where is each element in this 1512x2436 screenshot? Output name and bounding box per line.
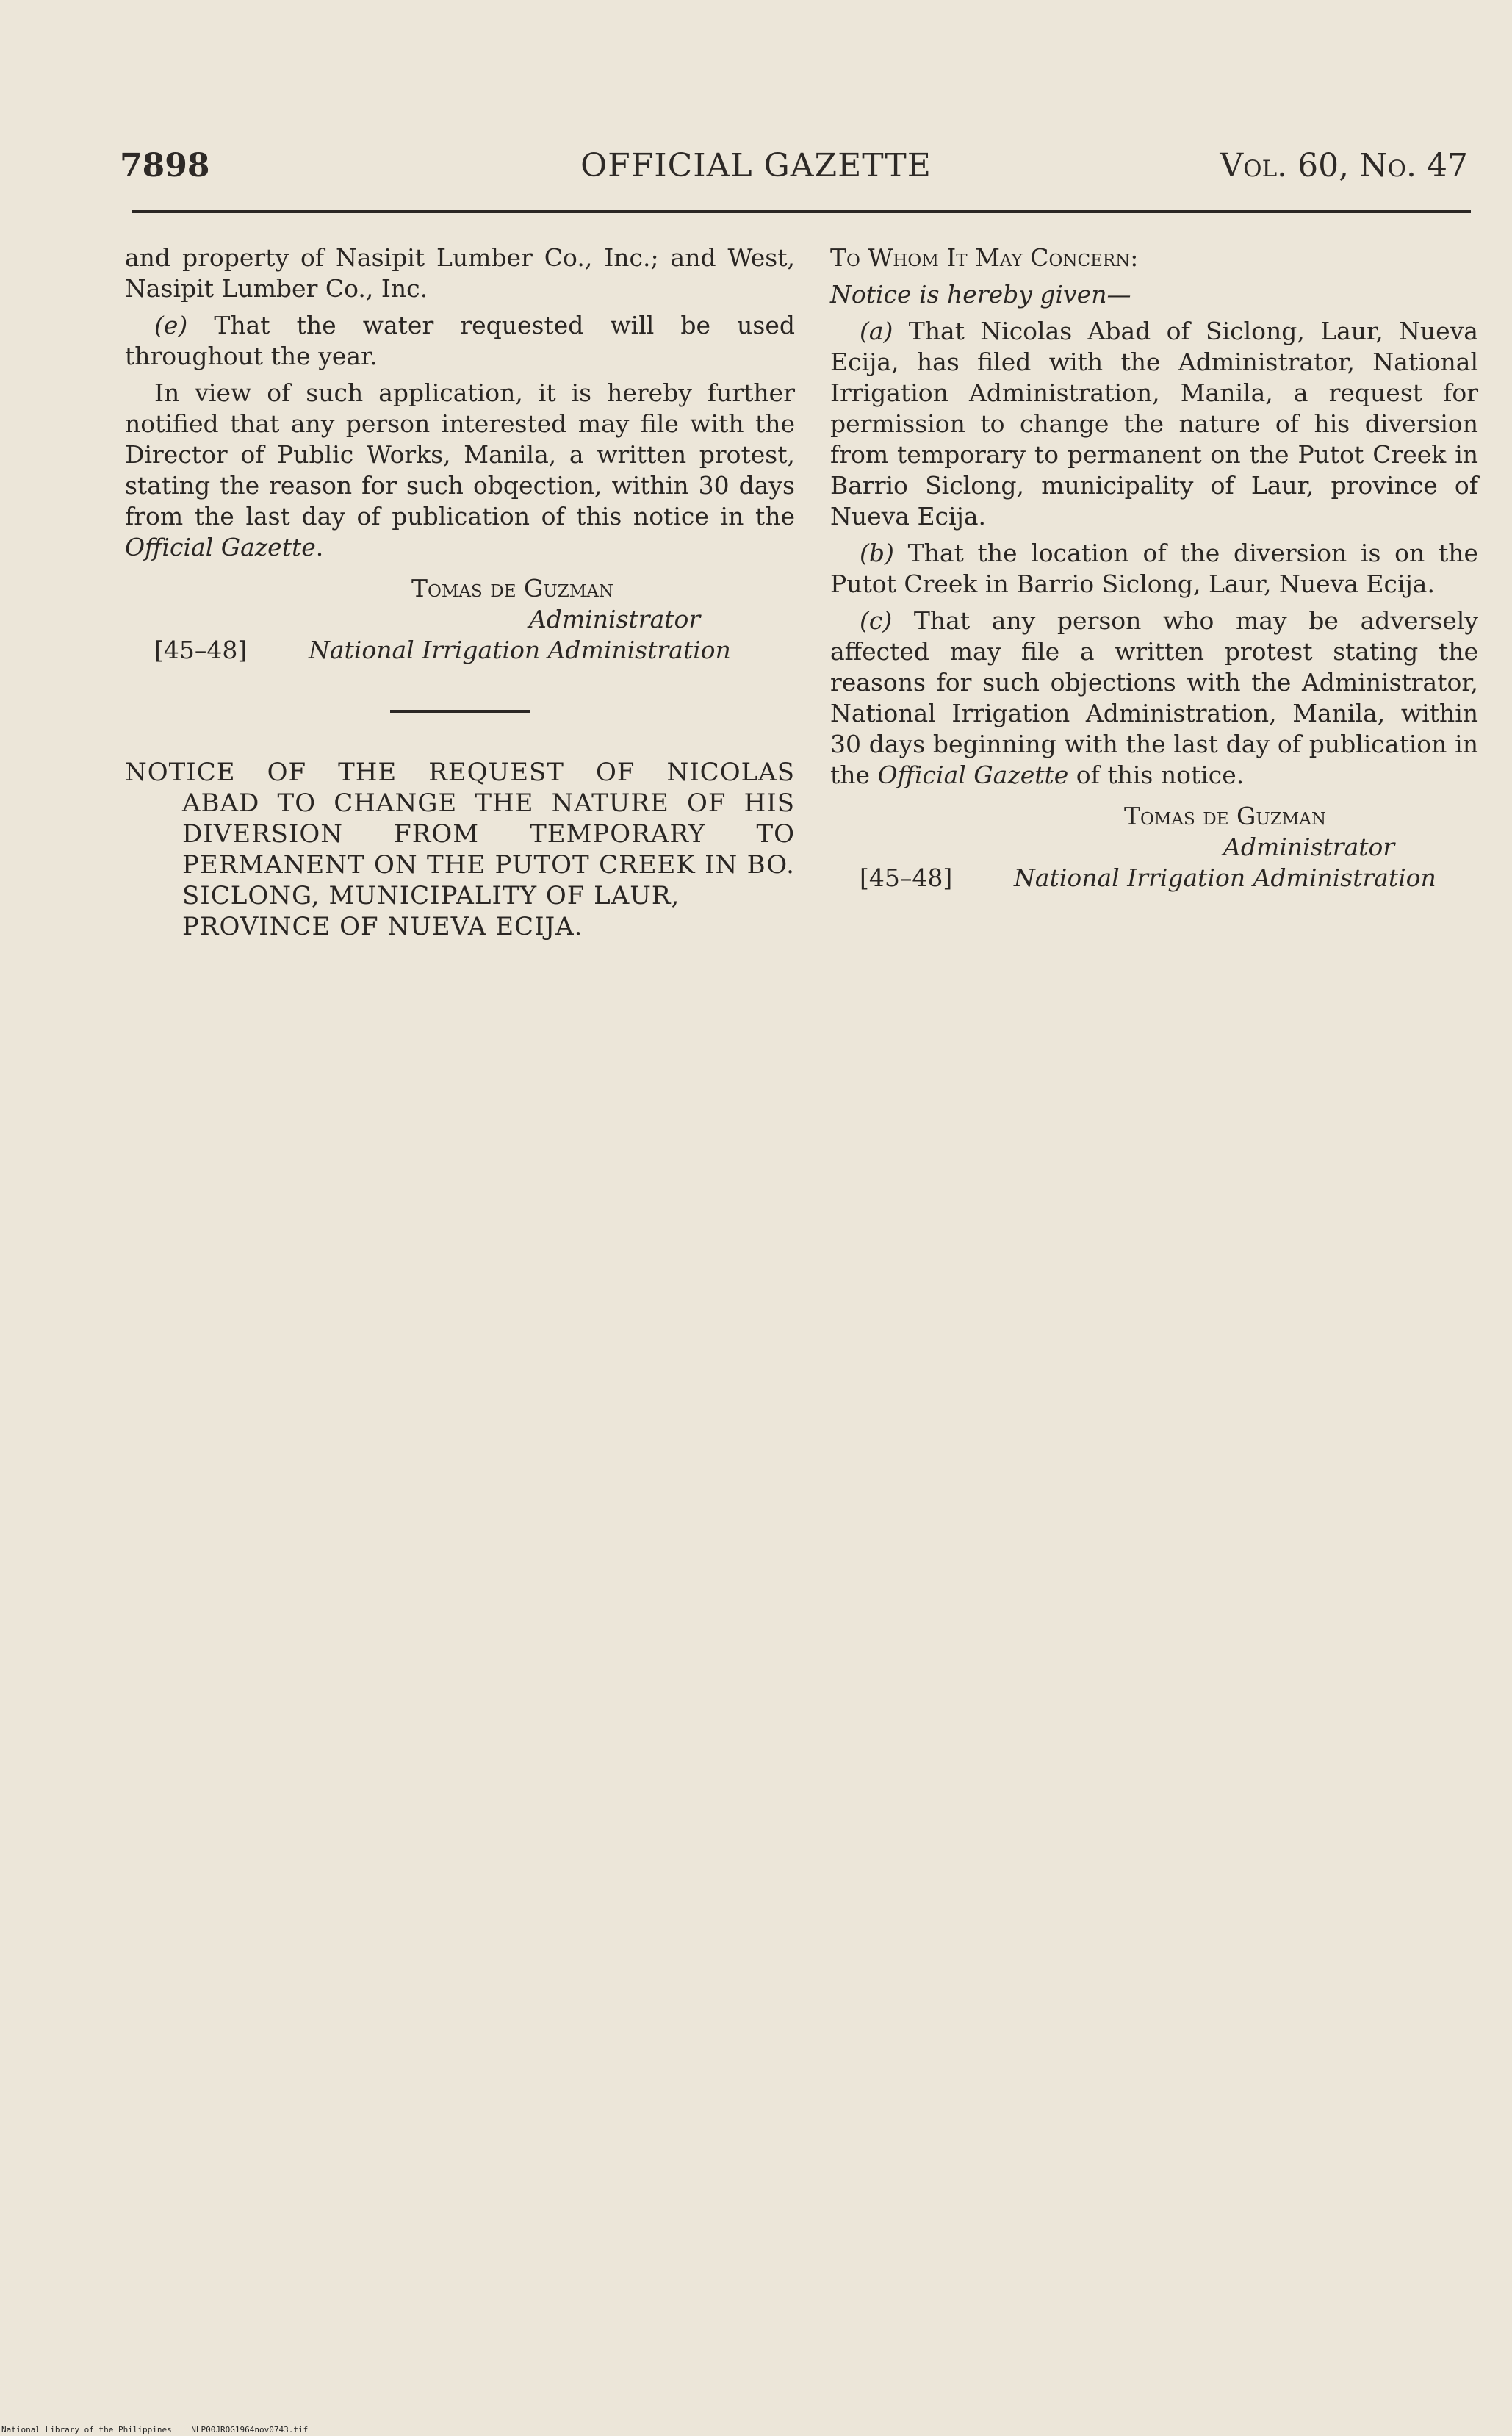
signatory-title: Administrator — [529, 605, 701, 633]
issue-reference: [45–48] — [860, 863, 953, 892]
item-marker-c: (c) — [860, 606, 893, 635]
salutation: To Whom It May Concern: — [830, 243, 1139, 272]
paragraph-c — [830, 606, 1478, 791]
signature-line — [125, 635, 795, 666]
left-column — [125, 242, 795, 942]
header-rule — [132, 210, 1471, 213]
notice-given: Notice is hereby given— — [830, 280, 1131, 309]
scan-footer: National Library of the Philippines NLP00JROG1964nov0743.tif — [1, 2425, 309, 2435]
paragraph-c-text: That any person who may be adversely affected may file a written protest stating the reasons for such objections with the Administrator, National Irrigation Administration, Manila, within 30 days beginning with the last day of publication in the — [830, 606, 1478, 789]
signature-block-right — [830, 801, 1478, 894]
notice-heading-body — [125, 788, 795, 942]
volume-label: Vol. 60, No. 47 — [1220, 147, 1468, 184]
paragraph-protest — [125, 378, 795, 563]
signatory-organization: National Irrigation Administration — [309, 636, 731, 664]
item-marker-e: (e) — [154, 311, 188, 339]
paragraph-property: and property of Nasipit Lumber Co., Inc.; and West, Nasipit Lumber Co., Inc. — [125, 243, 795, 303]
signature-line — [830, 863, 1478, 894]
right-column — [830, 242, 1478, 894]
notice-heading-continued: ABAD TO CHANGE THE NATURE OF HIS DIVERSION FROM TEMPORARY TO PERMANENT ON THE PUTOT CREEK IN BO. SICLONG, MUNICIPALITY OF LAUR, — [182, 788, 795, 910]
notice-heading — [125, 757, 795, 942]
publication-title: OFFICIAL GAZETTE — [580, 147, 932, 184]
paragraph-a-text: That Nicolas Abad of Siclong, Laur, Nueva Ecija, has filed with the Administrator, National Irrigation Administration, Manila, a request for permission to change the nature of his diversion from temporary to permanent on the Putot Creek in Barrio Siclong, municipality of Laur, province of Nueva Ecija. — [830, 317, 1478, 531]
section-divider — [390, 710, 530, 713]
paragraph-b-text: That the location of the diversion is on the Putot Creek in Barrio Siclong, Laur, Nueva Ecija. — [830, 539, 1478, 598]
notice-heading-line1: NOTICE OF THE REQUEST OF NICOLAS — [125, 758, 795, 787]
notice-heading-last: PROVINCE OF NUEVA ECIJA. — [182, 912, 583, 941]
signatory-name: Tomas de Guzman — [411, 574, 614, 603]
paragraph-c-end: of this notice. — [1068, 761, 1245, 789]
paragraph-e — [125, 310, 795, 372]
item-marker-b: (b) — [860, 539, 894, 567]
paragraph-protest-end: . — [315, 533, 324, 561]
gazette-reference: Official Gazette — [877, 761, 1069, 789]
paragraph-protest-text: In view of such application, it is hereby further notified that any person interested may file with the Director of Public Works, Manila, a written protest, stating the reason for such obqection, within 30 days from the last day of publication of this notice in the — [125, 378, 795, 531]
paragraph-b — [830, 538, 1478, 600]
item-marker-a: (a) — [860, 317, 893, 345]
signature-block-left — [125, 573, 795, 666]
paragraph-e-text: That the water requested will be used throughout the year. — [125, 311, 795, 370]
issue-reference: [45–48] — [154, 636, 248, 664]
signatory-title: Administrator — [1223, 833, 1395, 861]
page-number: 7898 — [120, 147, 210, 184]
signatory-organization: National Irrigation Administration — [1014, 863, 1436, 892]
gazette-reference: Official Gazette — [125, 533, 316, 561]
signatory-name: Tomas de Guzman — [1124, 802, 1327, 830]
paragraph-a — [830, 316, 1478, 532]
